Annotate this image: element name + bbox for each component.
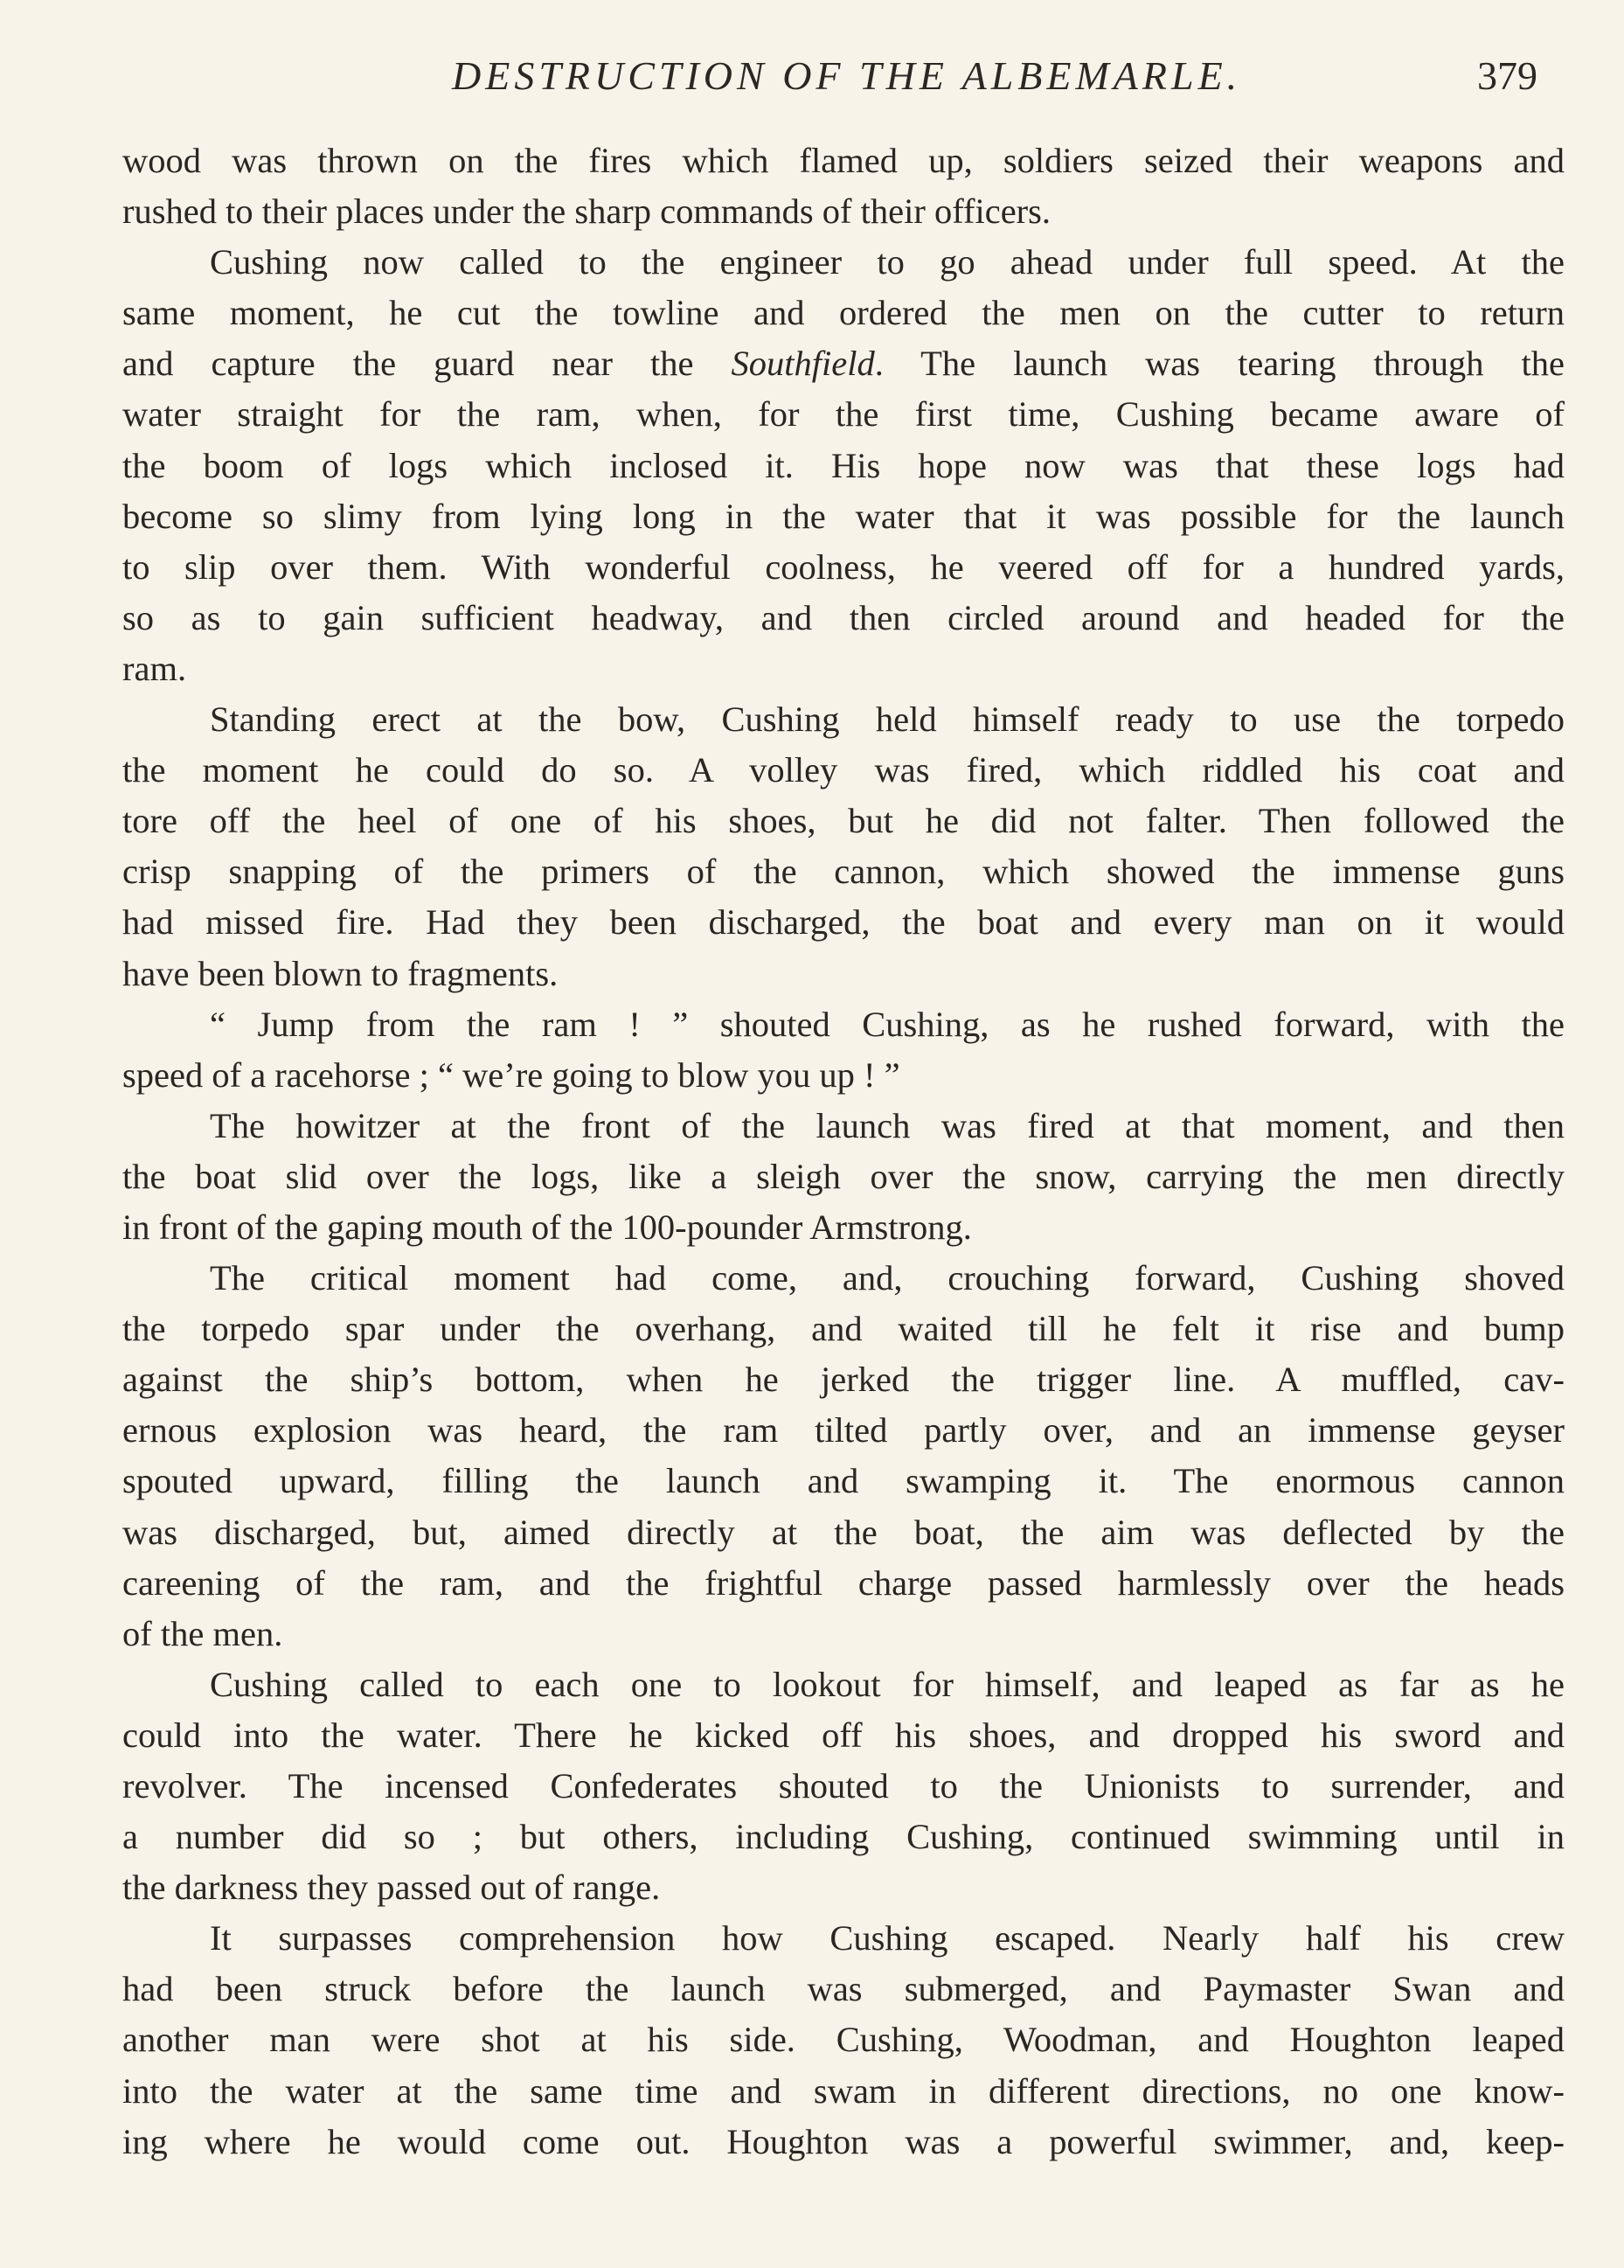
text-line: another man were shot at his side. Cushing, Woodman, and Houghton leaped: [122, 2020, 1565, 2060]
text-line: so as to gain sufficient headway, and then circled around and headed for the: [122, 597, 1565, 637]
running-title: DESTRUCTION OF THE ALBEMARLE.: [452, 53, 1242, 98]
text-line: crisp snapping of the primers of the cannon, which showed the immense guns: [122, 852, 1565, 892]
text-line: ing where he would come out. Houghton was a powerful swimmer, and, keep-: [122, 2121, 1565, 2161]
text-line: a number did so ; but others, including Cushing, continued swimming until in: [122, 1817, 1565, 1857]
text-line: the torpedo spar under the overhang, and waited till he felt it rise and bump: [122, 1309, 1565, 1349]
text-line: into the water at the same time and swam in different directions, no one know-: [122, 2070, 1565, 2111]
text-line: the boat slid over the logs, like a sleigh over the snow, carrying the men directly: [122, 1156, 1565, 1196]
text-line: have been blown to fragments.: [122, 953, 559, 993]
text-line: had missed fire. Had they been discharged, the boat and every man on it would: [122, 902, 1565, 943]
text-line: become so slimy from lying long in the water that it was possible for the launch: [122, 496, 1565, 536]
text-line: and capture the guard near the Southfield. The launch was tearing through the: [122, 344, 1565, 384]
text-line: the moment he could do so. A volley was fired, which riddled his coat and: [122, 750, 1565, 790]
paragraph-first-line: The howitzer at the front of the launch was fired at that moment, and then: [210, 1105, 1565, 1145]
text-line: the boom of logs which inclosed it. His hope now was that these logs had: [122, 445, 1565, 485]
text-line: was discharged, but, aimed directly at the boat, the aim was deflected by the: [122, 1512, 1565, 1552]
text-line: against the ship’s bottom, when he jerked the trigger line. A muffled, cav-: [122, 1360, 1565, 1400]
text-line: could into the water. There he kicked off his shoes, and dropped his sword and: [122, 1715, 1565, 1755]
text-line: rushed to their places under the sharp commands of their officers.: [122, 191, 1051, 232]
paragraph-first-line: The critical moment had come, and, crouching forward, Cushing shoved: [210, 1258, 1565, 1298]
text-line: same moment, he cut the towline and ordered the men on the cutter to return: [122, 293, 1565, 333]
paragraph-first-line: Cushing now called to the engineer to go ahead under full speed. At the: [210, 242, 1565, 282]
paragraph-first-line: Cushing called to each one to lookout for himself, and leaped as far as he: [210, 1664, 1565, 1704]
text-line: spouted upward, filling the launch and swamping it. The enormous cannon: [122, 1461, 1565, 1501]
text-line: ram.: [122, 648, 187, 688]
text-line: tore off the heel of one of his shoes, but he did not falter. Then followed the: [122, 801, 1565, 841]
text-line: in front of the gaping mouth of the 100-pounder Armstrong.: [122, 1207, 972, 1247]
paragraph-first-line: Standing erect at the bow, Cushing held himself ready to use the torpedo: [210, 699, 1565, 740]
text-line: the darkness they passed out of range.: [122, 1868, 661, 1908]
text-line: ernous explosion was heard, the ram tilted partly over, and an immense geyser: [122, 1410, 1565, 1451]
text-line: had been struck before the launch was submerged, and Paymaster Swan and: [122, 1969, 1565, 2009]
page-number: 379: [1477, 53, 1537, 98]
text-line: water straight for the ram, when, for the first time, Cushing became aware of: [122, 394, 1565, 435]
text-line: wood was thrown on the fires which flamed up, soldiers seized their weapons and: [122, 141, 1565, 180]
paragraph-first-line: It surpasses comprehension how Cushing escaped. Nearly half his crew: [210, 1918, 1565, 1958]
ship-name: Southfield: [731, 344, 875, 384]
text-line: speed of a racehorse ; “ we’re going to blow you up ! ”: [122, 1054, 900, 1095]
text-line: to slip over them. With wonderful coolness, he veered off for a hundred yards,: [122, 546, 1565, 587]
body-text: [122, 136, 1565, 2167]
text-line: of the men.: [122, 1613, 283, 1653]
text-line: careening of the ram, and the frightful charge passed harmlessly over the heads: [122, 1562, 1565, 1603]
text-line: revolver. The incensed Confederates shouted to the Unionists to surrender, and: [122, 1766, 1565, 1805]
paragraph-first-line: “ Jump from the ram ! ” shouted Cushing, as he rushed forward, with the: [210, 1004, 1565, 1044]
running-head: [0, 52, 1624, 114]
